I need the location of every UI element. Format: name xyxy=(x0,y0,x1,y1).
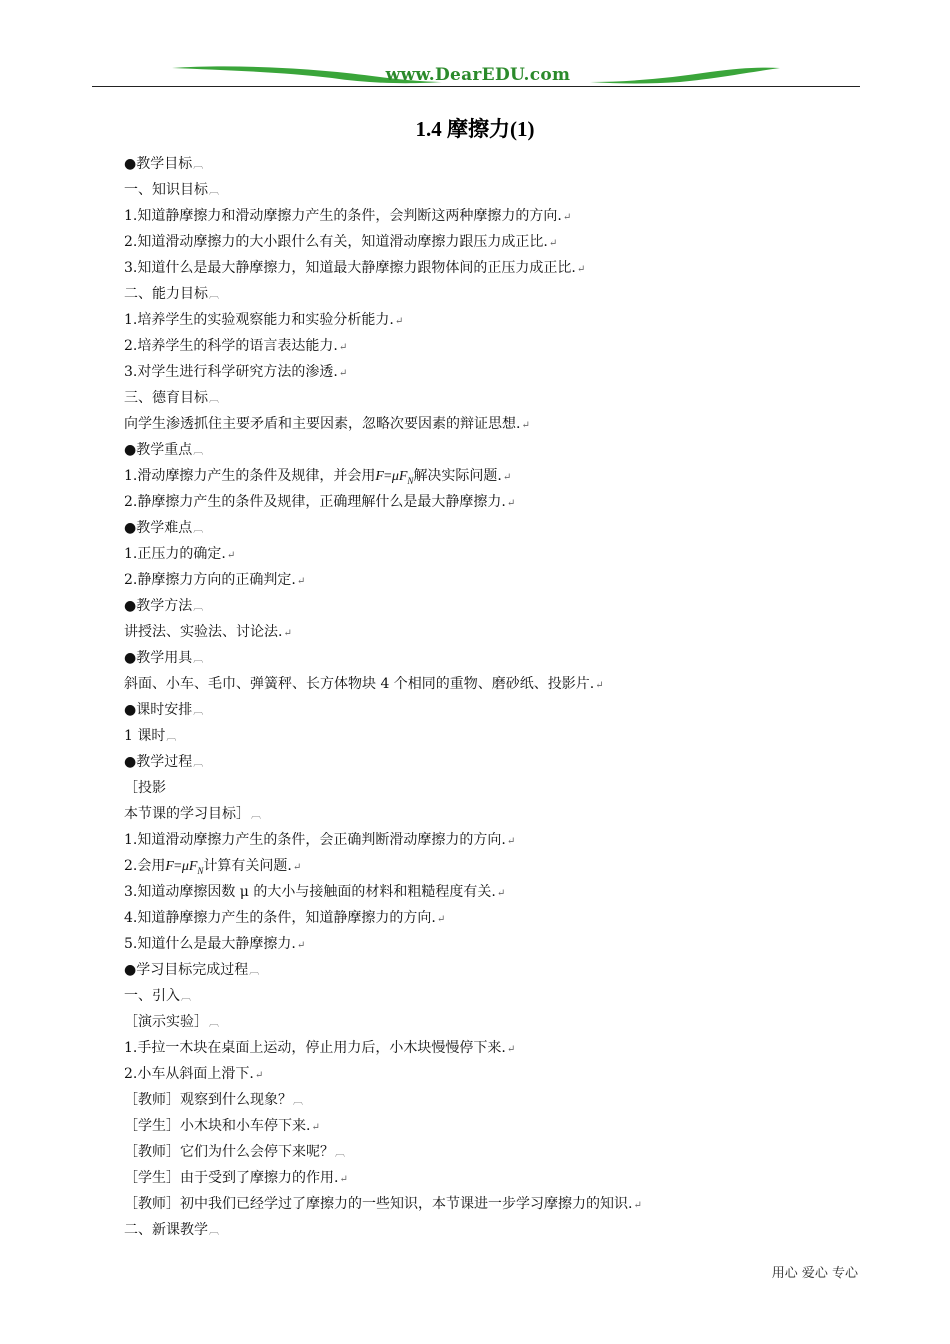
line-text: 2.静摩擦力方向的正确判定. xyxy=(124,572,296,588)
line-text: 2.静摩擦力产生的条件及规律，正确理解什么是最大静摩擦力. xyxy=(124,494,506,510)
line-text: 1.滑动摩擦力产生的条件及规律，并会用 xyxy=(124,468,376,484)
text-line xyxy=(124,801,844,827)
line-break-mark-icon: ︹ xyxy=(293,1096,303,1107)
text-line xyxy=(124,1165,844,1191)
paragraph-mark-icon: ↵ xyxy=(502,472,512,483)
paragraph-mark-icon: ↵ xyxy=(338,368,348,379)
paragraph-mark-icon: ↵ xyxy=(283,628,292,639)
line-text: ●教学目标 xyxy=(124,156,193,172)
paragraph-mark-icon: ↵ xyxy=(296,576,306,587)
paragraph-mark-icon: ↵ xyxy=(506,498,516,509)
line-text: 三、德育目标 xyxy=(124,390,208,406)
text-line xyxy=(124,723,844,749)
line-text: ●教学重点 xyxy=(124,442,193,458)
right-swoosh-decoration xyxy=(590,62,780,86)
line-text: 一、引入 xyxy=(124,988,180,1004)
document-title: 1.4 摩擦力(1) xyxy=(415,117,535,141)
text-line xyxy=(124,541,844,567)
text-line xyxy=(124,1191,844,1217)
paragraph-mark-icon: ↵ xyxy=(292,862,302,873)
line-text: 斜面、小车、毛巾、弹簧秤、长方体物块 4 个相同的重物、磨砂纸、投影片. xyxy=(124,676,595,692)
text-line xyxy=(124,853,844,879)
line-break-mark-icon: ︹ xyxy=(193,758,204,769)
line-text: 1.知道静摩擦力和滑动摩擦力产生的条件，会判断这两种摩擦力的方向. xyxy=(124,208,562,224)
paragraph-mark-icon: ↵ xyxy=(633,1200,642,1211)
text-line xyxy=(124,775,844,801)
text-line xyxy=(124,151,844,177)
line-text: 5.知道什么是最大静摩擦力. xyxy=(124,936,296,952)
paragraph-mark-icon: ↵ xyxy=(296,940,306,951)
line-text: 1.培养学生的实验观察能力和实验分析能力. xyxy=(124,312,394,328)
text-line xyxy=(124,1139,844,1165)
site-header xyxy=(92,62,860,90)
line-text: 2.知道滑动摩擦力的大小跟什么有关，知道滑动摩擦力跟压力成正比. xyxy=(124,234,548,250)
paragraph-mark-icon: ↵ xyxy=(226,550,236,561)
line-text: ●学习目标完成过程 xyxy=(124,962,249,978)
paragraph-mark-icon: ↵ xyxy=(436,914,446,925)
line-text: ●课时安排 xyxy=(124,702,193,718)
line-break-mark-icon: ︹ xyxy=(249,966,260,977)
line-text: 3.知道动摩擦因数 μ 的大小与接触面的材料和粗糙程度有关. xyxy=(124,884,496,900)
text-line xyxy=(124,229,844,255)
paragraph-mark-icon: ↵ xyxy=(576,264,586,275)
text-line xyxy=(124,255,844,281)
header-rule xyxy=(92,86,860,87)
line-break-mark-icon: ︹ xyxy=(209,1226,219,1237)
paragraph-mark-icon: ↵ xyxy=(394,316,404,327)
text-line xyxy=(124,203,844,229)
friction-formula: $F=\mu F_N$ xyxy=(165,859,204,876)
document-body xyxy=(124,151,844,1243)
text-line xyxy=(124,463,844,489)
line-break-mark-icon: ︹ xyxy=(193,706,204,717)
line-text: ［学生］由于受到了摩擦力的作用. xyxy=(124,1170,339,1186)
text-line xyxy=(124,281,844,307)
text-line xyxy=(124,489,844,515)
line-text: ［教师］它们为什么会停下来呢？ xyxy=(124,1144,334,1160)
paragraph-mark-icon: ↵ xyxy=(254,1070,264,1081)
text-line xyxy=(124,177,844,203)
paragraph-mark-icon: ↵ xyxy=(339,1174,348,1185)
text-line xyxy=(124,307,844,333)
line-text: 2.小车从斜面上滑下. xyxy=(124,1066,254,1082)
text-line xyxy=(124,671,844,697)
line-text: ［教师］初中我们已经学过了摩擦力的一些知识，本节课进一步学习摩擦力的知识. xyxy=(124,1196,633,1212)
line-text: 讲授法、实验法、讨论法. xyxy=(124,624,283,640)
paragraph-mark-icon: ↵ xyxy=(311,1122,320,1133)
text-line xyxy=(124,567,844,593)
text-line xyxy=(124,593,844,619)
text-line xyxy=(124,515,844,541)
text-line xyxy=(124,1217,844,1243)
line-break-mark-icon: ︹ xyxy=(251,810,261,821)
footer-slogan: 用心 爱心 专心 xyxy=(771,1266,858,1281)
line-break-mark-icon: ︹ xyxy=(193,602,204,613)
line-text: 1 课时 xyxy=(124,728,166,744)
line-break-mark-icon: ︹ xyxy=(193,524,204,535)
paragraph-mark-icon: ↵ xyxy=(562,212,572,223)
line-text: 1.手拉一木块在桌面上运动，停止用力后，小木块慢慢停下来. xyxy=(124,1040,506,1056)
text-line xyxy=(124,411,844,437)
friction-formula: $F=\mu F_N$ xyxy=(375,469,414,486)
line-text: 二、新课教学 xyxy=(124,1222,208,1238)
text-line xyxy=(124,1113,844,1139)
line-text: 一、知识目标 xyxy=(124,182,208,198)
text-line xyxy=(124,437,844,463)
line-text: ［演示实验］ xyxy=(124,1014,208,1030)
text-line xyxy=(124,749,844,775)
line-text: 2.会用 xyxy=(124,858,166,874)
line-break-mark-icon: ︹ xyxy=(209,1018,219,1029)
text-line xyxy=(124,879,844,905)
paragraph-mark-icon: ↵ xyxy=(595,680,604,691)
paragraph-mark-icon: ↵ xyxy=(496,888,506,899)
text-line xyxy=(124,1009,844,1035)
text-line xyxy=(124,385,844,411)
text-line xyxy=(124,333,844,359)
paragraph-mark-icon: ↵ xyxy=(521,420,530,431)
line-break-mark-icon: ︹ xyxy=(209,394,219,405)
line-break-mark-icon: ︹ xyxy=(193,654,204,665)
line-break-mark-icon: ︹ xyxy=(181,992,191,1003)
text-line xyxy=(124,1087,844,1113)
line-break-mark-icon: ︹ xyxy=(335,1148,345,1159)
site-logo-text: www.DearEDU.com xyxy=(385,65,571,85)
text-line xyxy=(124,931,844,957)
text-line xyxy=(124,645,844,671)
line-text: ［投影 xyxy=(124,780,166,796)
line-text: 3.知道什么是最大静摩擦力，知道最大静摩擦力跟物体间的正压力成正比. xyxy=(124,260,576,276)
text-line xyxy=(124,827,844,853)
line-break-mark-icon: ︹ xyxy=(209,290,219,301)
text-line xyxy=(124,905,844,931)
line-text: ●教学用具 xyxy=(124,650,193,666)
line-text-after-formula: 解决实际问题. xyxy=(413,468,502,484)
text-line xyxy=(124,983,844,1009)
line-break-mark-icon: ︹ xyxy=(209,186,219,197)
paragraph-mark-icon: ↵ xyxy=(548,238,558,249)
paragraph-mark-icon: ↵ xyxy=(338,342,348,353)
line-break-mark-icon: ︹ xyxy=(193,160,204,171)
line-break-mark-icon: ︹ xyxy=(193,446,204,457)
line-text-after-formula: 计算有关问题. xyxy=(203,858,292,874)
paragraph-mark-icon: ↵ xyxy=(506,836,516,847)
line-text: 1.正压力的确定. xyxy=(124,546,226,562)
line-text: 2.培养学生的科学的语言表达能力. xyxy=(124,338,338,354)
text-line xyxy=(124,957,844,983)
line-text: ［学生］小木块和小车停下来. xyxy=(124,1118,311,1134)
line-text: ●教学方法 xyxy=(124,598,193,614)
text-line xyxy=(124,359,844,385)
line-text: ［教师］观察到什么现象？ xyxy=(124,1092,292,1108)
line-text: 向学生渗透抓住主要矛盾和主要因素，忽略次要因素的辩证思想. xyxy=(124,416,521,432)
line-text: 1.知道滑动摩擦力产生的条件，会正确判断滑动摩擦力的方向. xyxy=(124,832,506,848)
line-text: ●教学过程 xyxy=(124,754,193,770)
line-text: 4.知道静摩擦力产生的条件，知道静摩擦力的方向. xyxy=(124,910,436,926)
text-line xyxy=(124,697,844,723)
line-break-mark-icon: ︹ xyxy=(166,732,177,743)
line-text: 二、能力目标 xyxy=(124,286,208,302)
line-text: 本节课的学习目标］ xyxy=(124,806,250,822)
text-line xyxy=(124,619,844,645)
line-text: 3.对学生进行科学研究方法的渗透. xyxy=(124,364,338,380)
text-line xyxy=(124,1061,844,1087)
line-text: ●教学难点 xyxy=(124,520,193,536)
text-line xyxy=(124,1035,844,1061)
paragraph-mark-icon: ↵ xyxy=(506,1044,516,1055)
